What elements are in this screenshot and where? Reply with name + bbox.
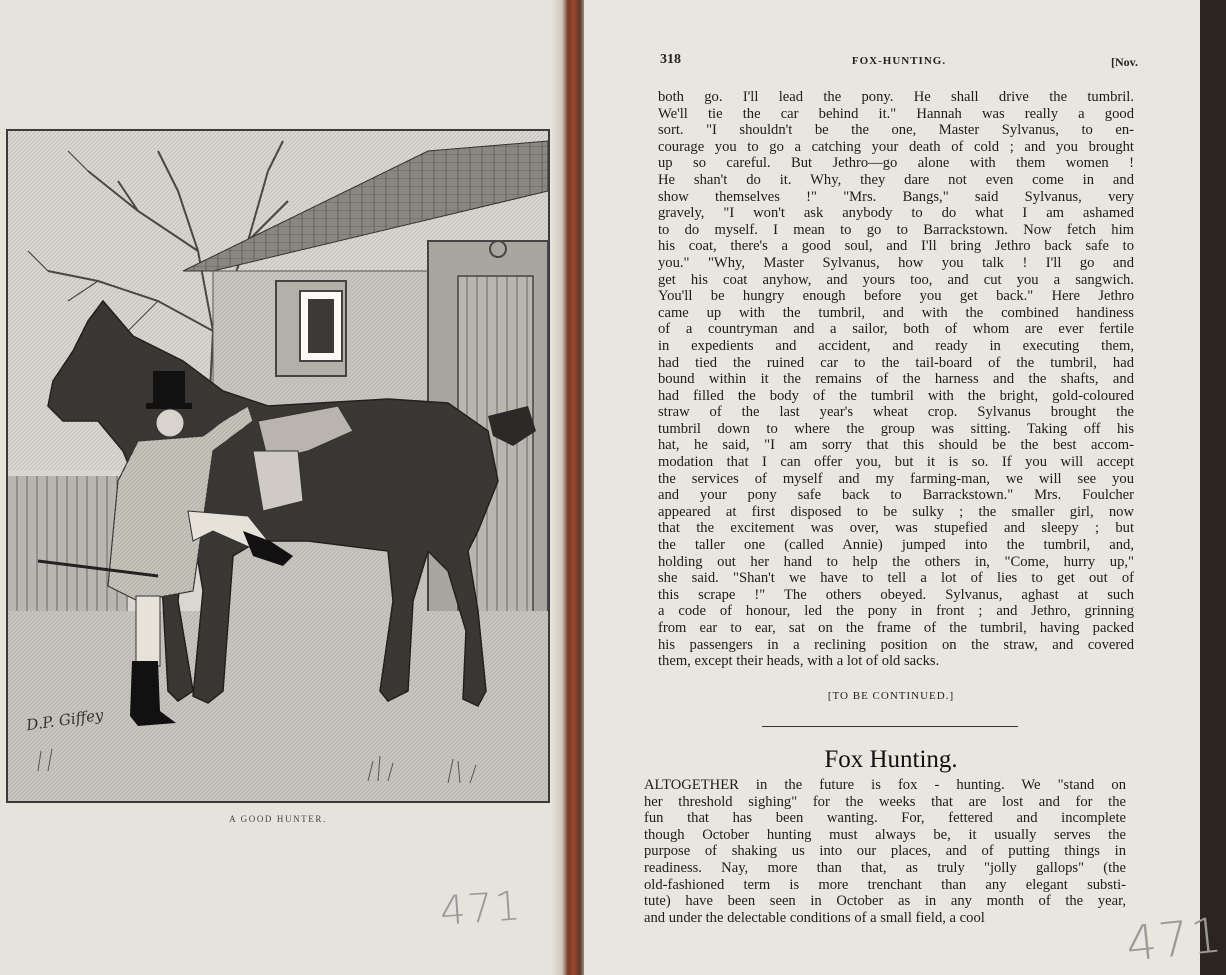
text-line: tute) have been seen in October as in any month of the year, [644, 893, 1126, 910]
text-line: bound within it the remains of the harness and the shafts, and [658, 371, 1134, 388]
text-line: ALTOGETHER in the future is fox - hunting. We "stand on [644, 777, 1126, 793]
text-line: had filled the body of the tumbril with the bright, gold-coloured [658, 387, 1134, 404]
text-line: purpose of shaking us into our places, and of putting things in [644, 843, 1126, 860]
book-gutter [552, 0, 588, 975]
text-line: to do myself. I mean to go to Barrackstown. Now fetch him [658, 221, 1134, 238]
text-line: her threshold sighing" for the weeks that are lost and for the [644, 793, 1126, 810]
text-line: gravely, "I won't ask anybody to do what I am ashamed [658, 205, 1134, 222]
text-line: a code of honour, led the pony in front ; and Jethro, grinning [658, 603, 1134, 620]
pencil-number-right: 471 [1123, 907, 1226, 973]
artist-signature: D.P. Giffey [25, 705, 105, 735]
engraving-illustration [6, 129, 550, 803]
running-head [660, 52, 1138, 72]
text-line: fun that has been wanting. For, fettered and incomplete [644, 810, 1126, 827]
text-line: courage you to go a catching your death of cold ; and you brought [658, 138, 1134, 155]
text-line: came up with the tumbril, and with the combined handiness [658, 304, 1134, 321]
text-line: straw of the last year's wheat crop. Sylvanus brought the [658, 404, 1134, 421]
text-line: We'll tie the car behind it." Hannah was really a good [658, 105, 1134, 122]
text-line: the taller one (called Annie) jumped into the tumbril, and, [658, 537, 1134, 554]
text-line: she said. "Shan't we have to tell a lot of lies to get out of [658, 570, 1134, 587]
text-line: show themselves !" "Mrs. Bangs," said Sylvanus, very [658, 188, 1134, 205]
story-text-block [658, 89, 1134, 670]
text-line: You'll be hungry enough before you get back." Here Jethro [658, 288, 1134, 305]
text-line: both go. I'll lead the pony. He shall drive the tumbril. [658, 89, 1134, 105]
section-title: Fox Hunting. [824, 746, 958, 773]
section-divider-rule [762, 726, 1018, 727]
text-line: get his coat anyhow, and yours too, and cut you a sangwich. [658, 271, 1134, 288]
text-line: in expedients and accident, and ready in executing them, [658, 337, 1134, 354]
running-month: [Nov. [1111, 55, 1138, 69]
pencil-number-left: 471 [438, 883, 524, 935]
illustration-caption: A GOOD HUNTER. [229, 814, 327, 824]
article-text-block [644, 777, 1126, 926]
text-line: though October hunting must always be, it usually serves the [644, 826, 1126, 843]
text-line: from ear to ear, sat on the frame of the tumbril, having packed [658, 620, 1134, 636]
text-line: you." "Why, Master Sylvanus, how you talk ! I'll go and [658, 254, 1134, 271]
text-line: up so careful. But Jethro—go alone with them women ! [658, 155, 1134, 172]
text-line: appeared at first disposed to be sulky ; the smaller girl, now [658, 503, 1134, 520]
text-line: modation that I can offer you, but it is so. If you will accept [658, 454, 1134, 471]
text-line: and under the delectable conditions of a small field, a cool [644, 909, 985, 926]
text-line: holding out her hand to help the others in, "Come, hurry up," [658, 553, 1134, 570]
text-line: old-fashioned term is more trenchant than any elegant substi- [644, 876, 1126, 893]
text-line: He shan't do it. Why, they dare not even come in and [658, 171, 1134, 188]
text-line: hat, he said, "I am sorry that this should be the best accom- [658, 437, 1134, 454]
running-title: FOX-HUNTING. [851, 55, 947, 67]
text-line: sort. "I shouldn't be the one, Master Sylvanus, to en- [658, 122, 1134, 139]
text-line: them, except their heads, with a lot of old sacks. [658, 653, 940, 670]
text-line: his passengers in a reclining position on the straw, and covered [658, 636, 1134, 653]
horse-and-groom-engraving [8, 131, 548, 801]
text-line: and your pony safe back to Barrackstown." Mrs. Foulcher [658, 487, 1134, 504]
text-line: readiness. Nay, more than that, as truly "jolly gallops" (the [644, 859, 1126, 876]
text-line: this scrape !" The others obeyed. Sylvanus, aghast at such [658, 586, 1134, 603]
text-line: his coat, there's a good soul, and I'll bring Jethro back safe to [658, 238, 1134, 255]
page-number: 318 [660, 52, 681, 67]
text-line: tumbril down to where the group was sitting. Taking off his [658, 420, 1134, 437]
wooden-fence [8, 476, 128, 626]
text-line: had tied the ruined car to the tail-board of the tumbril, had [658, 354, 1134, 371]
text-line: of a countryman and a sailor, both of whom are ever fertile [658, 321, 1134, 338]
to-be-continued-note: [TO BE CONTINUED.] [827, 690, 955, 702]
text-line: the services of myself and my farming-man, we will see you [658, 470, 1134, 487]
text-line: that the excitement was over, was stupefied and sleepy ; but [658, 520, 1134, 537]
